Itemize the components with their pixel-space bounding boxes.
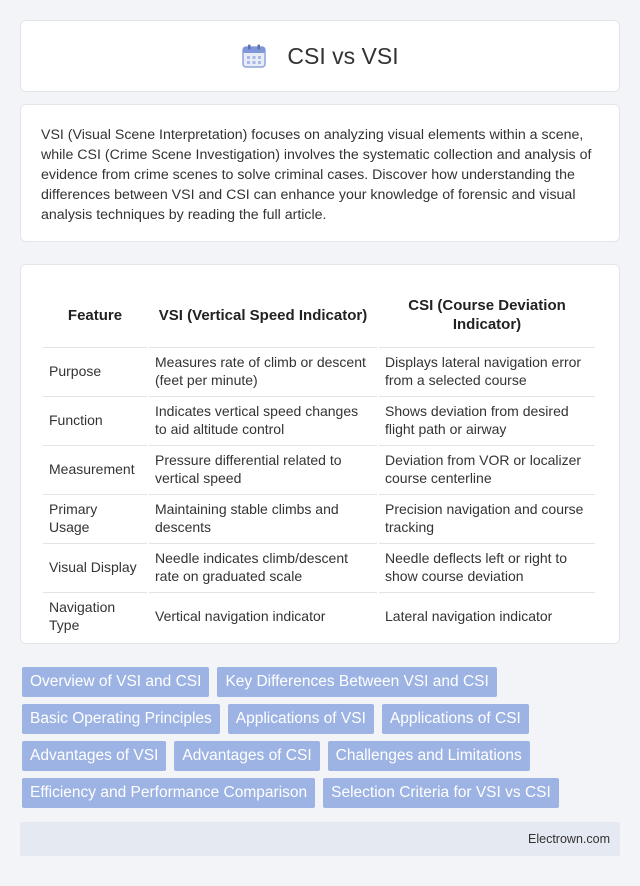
title-card	[20, 20, 620, 92]
table-row	[43, 347, 595, 394]
tag-row	[22, 704, 622, 734]
footer-site-name[interactable]: Electrown.com	[528, 832, 610, 846]
cell-vsi: Needle indicates climb/descent rate on graduated scale	[149, 543, 377, 590]
cell-vsi: Maintaining stable climbs and descents	[149, 494, 377, 541]
cell-vsi: Pressure differential related to vertical speed	[149, 445, 377, 492]
tag-link[interactable]: Advantages of CSI	[174, 741, 319, 771]
cell-feature: Purpose	[43, 347, 147, 394]
tag-link[interactable]: Challenges and Limitations	[328, 741, 530, 771]
tag-link[interactable]: Overview of VSI and CSI	[22, 667, 209, 697]
table-row	[43, 494, 595, 541]
intro-card	[20, 104, 620, 242]
cell-csi: Lateral navigation indicator	[379, 592, 595, 639]
table-row	[43, 543, 595, 590]
page-title: CSI vs VSI	[287, 42, 399, 69]
tag-link[interactable]: Advantages of VSI	[22, 741, 166, 771]
cell-csi: Needle deflects left or right to show course deviation	[379, 543, 595, 590]
header-csi: CSI (Course Deviation Indicator)	[408, 297, 566, 333]
header-vsi: VSI (Vertical Speed Indicator)	[158, 306, 368, 324]
tag-row	[22, 667, 622, 697]
comparison-table-card	[20, 264, 620, 644]
cell-csi: Precision navigation and course tracking	[379, 494, 595, 541]
table-row	[43, 445, 595, 492]
cell-csi: Displays lateral navigation error from a selected course	[379, 347, 595, 394]
cell-csi: Deviation from VOR or localizer course centerline	[379, 445, 595, 492]
tag-link[interactable]: Efficiency and Performance Comparison	[22, 778, 315, 808]
table-row	[43, 396, 595, 443]
cell-feature: Function	[43, 396, 147, 443]
cell-vsi: Vertical navigation indicator	[149, 592, 377, 639]
tag-link[interactable]: Basic Operating Principles	[22, 704, 220, 734]
tag-link[interactable]: Key Differences Between VSI and CSI	[217, 667, 496, 697]
cell-feature: Visual Display	[43, 543, 147, 590]
cell-feature: Measurement	[43, 445, 147, 492]
tag-link[interactable]: Selection Criteria for VSI vs CSI	[323, 778, 559, 808]
table-row	[43, 592, 595, 639]
cell-csi: Shows deviation from desired flight path or airway	[379, 396, 595, 443]
cell-feature: Primary Usage	[43, 494, 147, 541]
cell-feature: Navigation Type	[43, 592, 147, 639]
tag-link[interactable]: Applications of CSI	[382, 704, 529, 734]
tag-row	[22, 778, 622, 808]
tag-row	[22, 741, 622, 771]
calendar-icon	[241, 43, 267, 69]
cell-vsi: Measures rate of climb or descent (feet per minute)	[149, 347, 377, 394]
header-feature: Feature	[67, 306, 123, 324]
intro-text: VSI (Visual Scene Interpretation) focuses on analyzing visual elements within a scene, while CSI (Crime Scene Investigation) involves the systematic collection and analysis of evidence from crime scenes to solve criminal cases. Discover how understanding the differences between VSI and CSI can enhance your knowledge of forensic and visual analysis techniques by reading the full article.	[41, 127, 592, 223]
tag-link[interactable]: Applications of VSI	[228, 704, 374, 734]
footer	[20, 822, 620, 856]
topic-tags	[22, 667, 622, 815]
cell-vsi: Indicates vertical speed changes to aid altitude control	[149, 396, 377, 443]
comparison-table	[41, 283, 597, 641]
table-header-row	[43, 285, 595, 345]
